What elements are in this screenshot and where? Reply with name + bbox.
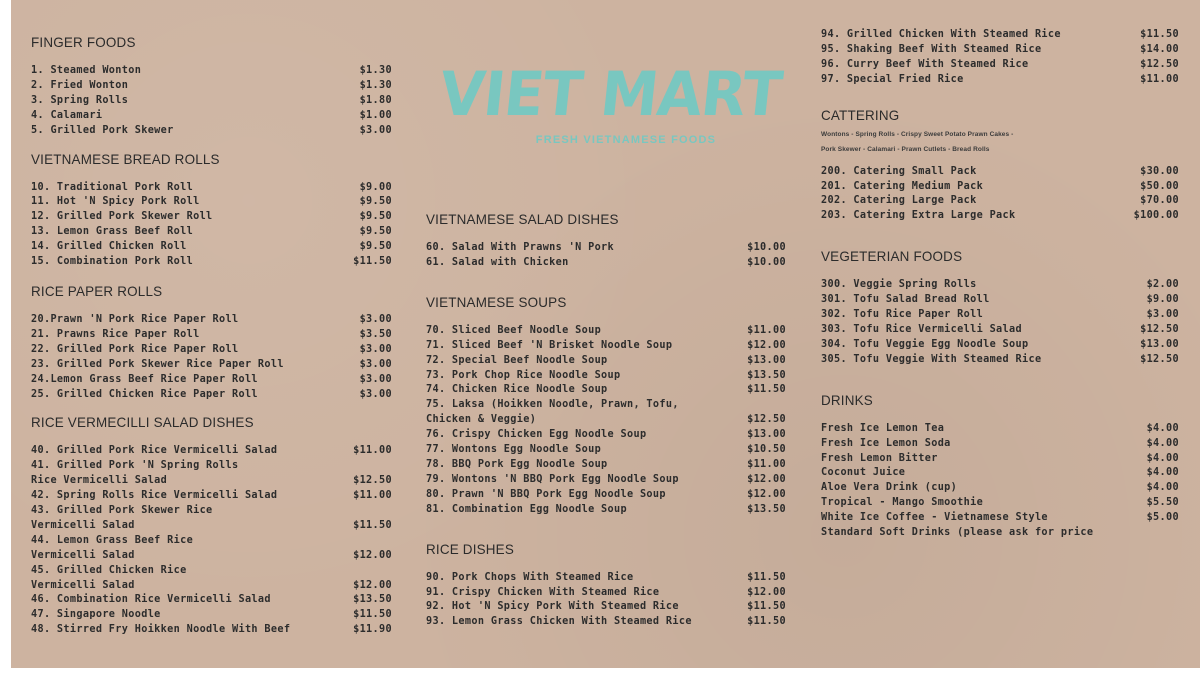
menu-item [426, 503, 786, 518]
menu-item [821, 353, 1179, 368]
menu-item-price: $30.00 [1140, 165, 1179, 177]
menu-item-price: $11.50 [747, 384, 786, 396]
menu-item [31, 255, 392, 270]
menu-item-price: $12.00 [747, 586, 786, 598]
rice-dishes-list [426, 571, 786, 631]
menu-item-price: $12.50 [353, 475, 392, 487]
menu-item-price: $11.50 [747, 601, 786, 613]
menu-item-price: $11.50 [747, 616, 786, 628]
menu-item-name: 4. Calamari [31, 109, 103, 121]
menu-item [426, 256, 786, 271]
vegetarian-heading: VEGETERIAN FOODS [821, 248, 963, 265]
menu-item-price: $100.00 [1133, 210, 1179, 222]
menu-item [821, 278, 1179, 293]
menu-item-name: 301. Tofu Salad Bread Roll [821, 294, 990, 306]
menu-item [426, 428, 786, 443]
menu-item-name: 61. Salad with Chicken [426, 256, 569, 268]
menu-item-price: $4.00 [1146, 482, 1179, 494]
menu-item [821, 452, 1179, 467]
menu-item [31, 210, 392, 225]
menu-column-1 [31, 34, 392, 638]
menu-item [821, 43, 1179, 58]
menu-item-price: $3.00 [359, 388, 392, 400]
menu-item-price: $12.50 [1140, 58, 1179, 70]
rice-paper-rolls-heading: RICE PAPER ROLLS [31, 282, 163, 299]
menu-item [426, 600, 786, 615]
menu-item [31, 373, 392, 388]
menu-item-price: $12.50 [1140, 323, 1179, 335]
catering-description [821, 127, 1179, 157]
menu-item-name: 47. Singapore Noodle [31, 609, 161, 621]
menu-item-price: $11.50 [747, 571, 786, 583]
menu-item [426, 339, 786, 354]
brand-name: VIET MART [436, 58, 786, 130]
menu-item [821, 209, 1179, 224]
finger-foods-heading: FINGER FOODS [31, 34, 136, 50]
menu-item-price: $12.00 [353, 549, 392, 561]
catering-description-line-2: Pork Skewer - Calamari - Prawn Cutlets - Bread Rolls [821, 145, 990, 153]
menu-item-price: $11.50 [353, 609, 392, 621]
menu-item-name: 44. Lemon Grass Beef Rice Vermicelli Salad [31, 534, 194, 561]
menu-item-name: 92. Hot 'N Spicy Pork With Steamed Rice [426, 601, 679, 613]
menu-item [426, 354, 786, 369]
menu-item [31, 94, 392, 109]
menu-item-name: 201. Catering Medium Pack [821, 180, 984, 192]
menu-item-name: 72. Special Beef Noodle Soup [426, 354, 608, 366]
menu-item [426, 571, 786, 586]
menu-item-name: 21. Prawns Rice Paper Roll [31, 328, 200, 340]
menu-item [31, 64, 392, 79]
menu-item [31, 564, 392, 594]
menu-item-price: $5.00 [1146, 512, 1179, 524]
salad-dishes-list [426, 241, 786, 271]
menu-item [31, 623, 392, 638]
menu-item-name: 45. Grilled Chicken Rice Vermicelli Salad [31, 564, 187, 591]
menu-item-price: $4.00 [1146, 437, 1179, 449]
menu-item-name: 48. Stirred Fry Hoikken Noodle With Beef [31, 624, 291, 636]
menu-item [426, 241, 786, 256]
menu-item-price: $4.00 [1146, 452, 1179, 464]
soups-heading: VIETNAMESE SOUPS [426, 293, 567, 310]
menu-item [31, 388, 392, 403]
menu-item [821, 308, 1179, 323]
menu-item [821, 481, 1179, 496]
menu-item-price: $9.50 [359, 226, 392, 238]
menu-item-price: $3.00 [359, 313, 392, 325]
rice-dishes-continued-list [821, 28, 1179, 88]
drinks-list [821, 422, 1179, 541]
menu-item [31, 504, 392, 534]
menu-item [31, 240, 392, 255]
menu-item-price: $1.80 [359, 94, 392, 106]
menu-item [426, 369, 786, 384]
menu-item-price: $3.00 [359, 373, 392, 385]
catering-heading: CATTERING [821, 106, 900, 123]
vermicelli-salads-list [31, 444, 392, 638]
menu-column-2 [426, 211, 786, 630]
menu-item [821, 73, 1179, 88]
menu-item-name: 5. Grilled Pork Skewer [31, 124, 174, 136]
menu-item [821, 293, 1179, 308]
drinks-heading: DRINKS [821, 391, 873, 408]
brand-logo [436, 58, 786, 146]
menu-item-price: $13.00 [747, 429, 786, 441]
menu-item [31, 313, 392, 328]
menu-item [821, 466, 1179, 481]
menu-item [821, 28, 1179, 43]
menu-item-name: 60. Salad With Prawns 'N Pork [426, 242, 615, 253]
menu-item-price: $12.00 [353, 579, 392, 591]
menu-item-price: $1.30 [359, 79, 392, 91]
menu-item-price: $13.50 [747, 503, 786, 515]
menu-item [821, 437, 1179, 452]
menu-item-price: $10.50 [747, 444, 786, 456]
menu-item-price: $10.00 [747, 256, 786, 268]
menu-item-name: 74. Chicken Rice Noodle Soup [426, 384, 608, 396]
menu-item-price: $11.00 [747, 324, 786, 336]
menu-item-name: 75. Laksa (Hoikken Noodle, Prawn, Tofu, Chicken & Veggie) [426, 399, 679, 426]
menu-item-name: 13. Lemon Grass Beef Roll [31, 226, 194, 238]
menu-item [31, 195, 392, 210]
menu-item-price: $9.50 [359, 211, 392, 223]
menu-item-name: 303. Tofu Rice Vermicelli Salad [821, 323, 1022, 335]
menu-item-price: $12.00 [747, 473, 786, 485]
menu-item-price: $70.00 [1140, 195, 1179, 207]
menu-item-price: $12.50 [1140, 353, 1179, 365]
menu-item-name: 22. Grilled Pork Rice Paper Roll [31, 343, 239, 355]
menu-item-price: $3.00 [359, 358, 392, 370]
menu-item [31, 608, 392, 623]
menu-item-price: $14.00 [1140, 43, 1179, 55]
rice-paper-rolls-list [31, 313, 392, 402]
menu-item-price: $11.00 [353, 490, 392, 502]
menu-item-price: $3.00 [359, 343, 392, 355]
menu-item-price: $11.90 [353, 624, 392, 636]
menu-item [426, 586, 786, 601]
menu-item-price: $11.50 [353, 256, 392, 268]
bread-rolls-heading: VIETNAMESE BREAD ROLLS [31, 150, 220, 167]
menu-item-name: 24.Lemon Grass Beef Rice Paper Roll [31, 373, 258, 385]
menu-item-name: 200. Catering Small Pack [821, 165, 977, 177]
menu-item [426, 398, 786, 428]
menu-item [821, 511, 1179, 526]
menu-item-name: 202. Catering Large Pack [821, 195, 977, 207]
menu-item-name: 14. Grilled Chicken Roll [31, 241, 187, 253]
menu-item [426, 458, 786, 473]
menu-item-price: $3.00 [1146, 309, 1179, 321]
menu-item [821, 422, 1179, 437]
menu-item [821, 194, 1179, 209]
menu-item-name: 305. Tofu Veggie With Steamed Rice [821, 353, 1042, 365]
menu-item [31, 79, 392, 94]
menu-item-name: 23. Grilled Pork Skewer Rice Paper Roll [31, 358, 284, 370]
menu-item-name: 81. Combination Egg Noodle Soup [426, 503, 627, 515]
menu-item-name: 46. Combination Rice Vermicelli Salad [31, 594, 271, 606]
menu-item-name: Fresh Ice Lemon Tea [821, 422, 945, 434]
menu-item [31, 109, 392, 124]
menu-item-name: Tropical - Mango Smoothie [821, 497, 984, 509]
menu-item-price: $3.50 [359, 328, 392, 340]
salad-dishes-heading: VIETNAMESE SALAD DISHES [426, 211, 619, 227]
menu-item [31, 328, 392, 343]
menu-item-price: $13.50 [747, 369, 786, 381]
menu-item-name: 71. Sliced Beef 'N Brisket Noodle Soup [426, 339, 673, 351]
menu-item-price: $11.00 [747, 458, 786, 470]
menu-item-name: 15. Combination Pork Roll [31, 256, 194, 268]
menu-item [31, 343, 392, 358]
menu-item-price: $4.00 [1146, 422, 1179, 434]
menu-item [31, 181, 392, 196]
finger-foods-list [31, 64, 392, 139]
menu-item [31, 444, 392, 459]
menu-item-name: 73. Pork Chop Rice Noodle Soup [426, 369, 621, 381]
menu-item-price: $13.50 [353, 594, 392, 606]
brand-tagline: FRESH VIETNAMESE FOODS [535, 134, 717, 146]
catering-description-line-1: Wontons - Spring Rolls - Crispy Sweet Potato Prawn Cakes - [821, 130, 1014, 138]
menu-item [31, 225, 392, 240]
menu-item [821, 526, 1179, 541]
menu-item-price: $11.50 [353, 519, 392, 531]
vegetarian-list [821, 278, 1179, 367]
menu-item-price: $12.00 [747, 488, 786, 500]
menu-item [31, 593, 392, 608]
menu-item-price: $13.00 [1140, 338, 1179, 350]
menu-item-name: 12. Grilled Pork Skewer Roll [31, 211, 213, 223]
menu-item-name: Standard Soft Drinks (please ask for price [821, 527, 1094, 539]
menu-item-price: $1.30 [359, 65, 392, 76]
menu-item [426, 615, 786, 630]
menu-item-name: 90. Pork Chops With Steamed Rice [426, 571, 634, 583]
menu-item-name: Coconut Juice [821, 467, 906, 479]
menu-item-price: $12.50 [747, 414, 786, 426]
menu-item-name: Fresh Lemon Bitter [821, 452, 938, 464]
menu-item-price: $11.00 [353, 445, 392, 457]
menu-item-name: 11. Hot 'N Spicy Pork Roll [31, 196, 200, 208]
menu-item-name: White Ice Coffee - Vietnamese Style [821, 512, 1048, 524]
menu-item-price: $9.00 [359, 181, 392, 193]
menu-item-name: 96. Curry Beef With Steamed Rice [821, 58, 1029, 70]
menu-item-name: 78. BBQ Pork Egg Noodle Soup [426, 458, 608, 470]
menu-item-price: $11.50 [1140, 29, 1179, 40]
menu-item-name: 203. Catering Extra Large Pack [821, 210, 1016, 222]
menu-item [426, 473, 786, 488]
vermicelli-salads-heading: RICE VERMECILLI SALAD DISHES [31, 414, 254, 431]
menu-item-price: $10.00 [747, 242, 786, 253]
menu-item-name: 3. Spring Rolls [31, 94, 129, 106]
menu-item [31, 489, 392, 504]
menu-item [426, 488, 786, 503]
menu-item [821, 496, 1179, 511]
menu-item [821, 58, 1179, 73]
menu-item [821, 338, 1179, 353]
soups-list [426, 324, 786, 518]
menu-item [821, 180, 1179, 195]
menu-item-name: 302. Tofu Rice Paper Roll [821, 309, 984, 321]
menu-item-name: 1. Steamed Wonton [31, 65, 142, 76]
menu-item-price: $9.50 [359, 241, 392, 253]
menu-item-price: $4.00 [1146, 467, 1179, 479]
menu-item [31, 459, 392, 489]
menu-item-name: 95. Shaking Beef With Steamed Rice [821, 43, 1042, 55]
menu-item-price: $11.00 [1140, 73, 1179, 85]
menu-item-name: 41. Grilled Pork 'N Spring Rolls Rice Vermicelli Salad [31, 460, 239, 487]
menu-item-price: $5.50 [1146, 497, 1179, 509]
menu-item-name: 2. Fried Wonton [31, 79, 129, 91]
menu-item-name: 20.Prawn 'N Pork Rice Paper Roll [31, 313, 239, 325]
menu-item-price: $13.00 [747, 354, 786, 366]
menu-item-name: 79. Wontons 'N BBQ Pork Egg Noodle Soup [426, 473, 679, 485]
menu-item [426, 383, 786, 398]
menu-item-name: 300. Veggie Spring Rolls [821, 279, 977, 291]
menu-item-price: $1.00 [359, 109, 392, 121]
menu-item [426, 443, 786, 458]
menu-item [31, 534, 392, 564]
menu-item [821, 323, 1179, 338]
menu-item-price: $9.00 [1146, 294, 1179, 306]
menu-item-name: 43. Grilled Pork Skewer Rice Vermicelli Salad [31, 505, 213, 531]
menu-item [821, 165, 1179, 180]
menu-item-price: $2.00 [1146, 279, 1179, 291]
menu-item-name: 94. Grilled Chicken With Steamed Rice [821, 29, 1061, 40]
menu-item-price: $3.00 [359, 124, 392, 136]
bread-rolls-list [31, 181, 392, 270]
menu-item-name: 97. Special Fried Rice [821, 73, 964, 85]
rice-dishes-heading: RICE DISHES [426, 540, 515, 557]
menu-item-name: 76. Crispy Chicken Egg Noodle Soup [426, 429, 647, 441]
menu-item-name: 77. Wontons Egg Noodle Soup [426, 444, 602, 456]
menu-item-price: $12.00 [747, 339, 786, 351]
catering-list [821, 165, 1179, 225]
menu-item-name: 25. Grilled Chicken Rice Paper Roll [31, 388, 258, 400]
menu-item-name: 40. Grilled Pork Rice Vermicelli Salad [31, 445, 278, 457]
menu-item-name: 80. Prawn 'N BBQ Pork Egg Noodle Soup [426, 488, 666, 500]
menu-item [426, 324, 786, 339]
menu-item-name: 10. Traditional Pork Roll [31, 181, 194, 193]
menu-item-name: 93. Lemon Grass Chicken With Steamed Rice [426, 616, 692, 628]
menu-item [31, 358, 392, 373]
menu-item-name: Aloe Vera Drink (cup) [821, 482, 958, 494]
menu-item-name: 70. Sliced Beef Noodle Soup [426, 324, 602, 336]
menu-column-3 [821, 28, 1179, 541]
menu-item [31, 124, 392, 139]
menu-item-name: 42. Spring Rolls Rice Vermicelli Salad [31, 490, 278, 502]
menu-item-name: 304. Tofu Veggie Egg Noodle Soup [821, 338, 1029, 350]
menu-item-name: Fresh Ice Lemon Soda [821, 437, 951, 449]
menu-item-price: $9.50 [359, 196, 392, 208]
menu-board [11, 0, 1200, 668]
menu-item-price: $50.00 [1140, 180, 1179, 192]
menu-item-name: 91. Crispy Chicken With Steamed Rice [426, 586, 660, 598]
